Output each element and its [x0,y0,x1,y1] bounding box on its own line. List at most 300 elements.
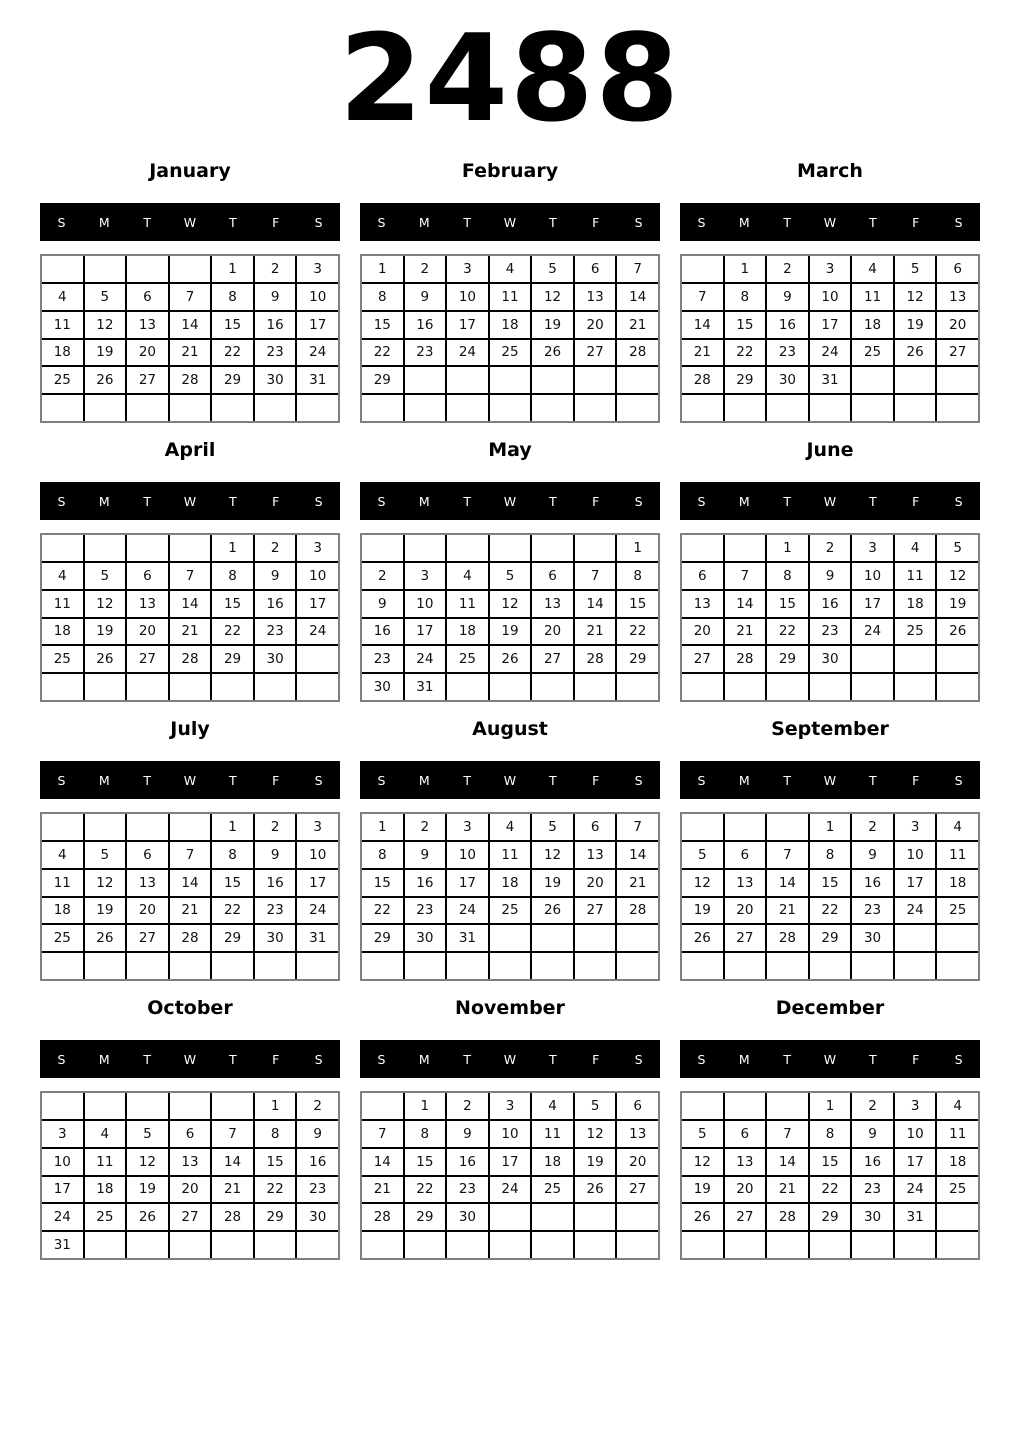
day-cell: 12 [895,284,936,310]
day-cell: 2 [255,256,296,282]
day-cell: 1 [767,535,808,561]
day-cell: 19 [85,898,126,924]
day-cell: 6 [725,842,766,868]
day-cell [767,953,808,979]
day-cell: 20 [532,619,573,645]
day-cell: 12 [127,1149,168,1175]
weekday-header-row [40,761,340,799]
day-cell: 26 [85,646,126,672]
day-cell: 24 [405,646,446,672]
day-cell [170,1093,211,1119]
day-cell: 7 [725,563,766,589]
day-cell: 27 [127,925,168,951]
day-cell: 7 [170,842,211,868]
day-cell: 7 [212,1121,253,1147]
day-cell [490,367,531,393]
day-cell: 22 [212,619,253,645]
day-cell [682,953,723,979]
month-block [40,997,340,1260]
day-cell: 25 [937,898,978,924]
day-cell: 12 [85,591,126,617]
day-cell [447,535,488,561]
weekday-label: M [98,493,110,509]
day-cell [767,674,808,700]
weekday-label: S [954,772,963,788]
day-cell [937,367,978,393]
month-name: September [771,718,889,740]
day-cell: 28 [725,646,766,672]
day-cell: 5 [895,256,936,282]
weekday-label: W [503,1051,517,1067]
day-cell [127,674,168,700]
day-cell [490,1232,531,1258]
day-cell [895,925,936,951]
day-cell: 16 [405,312,446,338]
day-cell: 10 [447,842,488,868]
day-cell: 10 [297,563,338,589]
day-cell: 27 [725,1204,766,1230]
day-cell: 27 [937,340,978,366]
day-cell [575,367,616,393]
day-cell: 18 [532,1149,573,1175]
day-cell: 25 [85,1204,126,1230]
day-cell [725,535,766,561]
day-cell: 28 [212,1204,253,1230]
day-cell [490,953,531,979]
day-cell: 29 [212,925,253,951]
day-cell: 2 [810,535,851,561]
day-cell: 30 [852,925,893,951]
day-cell: 19 [682,1177,723,1203]
day-cell: 8 [725,284,766,310]
weekday-label: T [229,214,237,230]
day-cell [447,953,488,979]
day-cell: 8 [362,842,403,868]
day-cell [937,1232,978,1258]
month-block [40,439,340,702]
day-cell [682,256,723,282]
weekday-label: F [912,493,920,509]
weekday-label: S [377,493,386,509]
day-cell: 21 [170,619,211,645]
day-cell: 10 [852,563,893,589]
month-name: June [806,439,854,461]
day-cell: 29 [725,367,766,393]
day-cell: 2 [362,563,403,589]
day-cell: 20 [127,340,168,366]
day-cell: 30 [362,674,403,700]
day-cell [852,367,893,393]
day-cell: 2 [852,1093,893,1119]
day-cell: 1 [362,814,403,840]
day-cell: 15 [405,1149,446,1175]
day-cell [682,1232,723,1258]
month-block [40,718,340,981]
day-cell [85,256,126,282]
day-cell: 18 [490,870,531,896]
month-date-grid [360,533,660,702]
day-cell: 17 [895,870,936,896]
day-cell [42,535,83,561]
weekday-header-row [40,1040,340,1078]
weekday-label: S [57,493,66,509]
day-cell: 26 [575,1177,616,1203]
day-cell: 22 [405,1177,446,1203]
day-cell: 5 [937,535,978,561]
day-cell: 31 [447,925,488,951]
day-cell [490,674,531,700]
day-cell: 29 [362,925,403,951]
day-cell: 5 [575,1093,616,1119]
day-cell [405,367,446,393]
day-cell [767,395,808,421]
day-cell [490,1204,531,1230]
day-cell: 12 [682,870,723,896]
day-cell [532,674,573,700]
weekday-label: S [314,1051,323,1067]
day-cell: 10 [895,842,936,868]
day-cell: 21 [170,340,211,366]
day-cell: 6 [127,563,168,589]
day-cell [85,953,126,979]
weekday-label: S [314,214,323,230]
day-cell: 14 [617,842,658,868]
day-cell: 3 [297,256,338,282]
day-cell: 9 [852,842,893,868]
day-cell: 24 [852,619,893,645]
day-cell [532,1232,573,1258]
day-cell: 5 [85,842,126,868]
day-cell [617,1204,658,1230]
weekday-header-row [680,761,980,799]
day-cell [895,953,936,979]
day-cell: 18 [42,619,83,645]
day-cell [532,367,573,393]
day-cell: 15 [212,591,253,617]
day-cell [810,395,851,421]
day-cell: 17 [447,870,488,896]
weekday-label: W [503,493,517,509]
month-date-grid [40,533,340,702]
day-cell: 4 [852,256,893,282]
day-cell: 29 [810,925,851,951]
weekday-label: F [912,772,920,788]
day-cell: 28 [362,1204,403,1230]
day-cell [937,395,978,421]
weekday-label: W [503,214,517,230]
day-cell: 13 [575,842,616,868]
day-cell [362,535,403,561]
day-cell: 5 [490,563,531,589]
year-title: 2488 [339,10,681,149]
day-cell: 14 [170,591,211,617]
day-cell [852,953,893,979]
weekday-label: W [183,214,197,230]
day-cell: 9 [767,284,808,310]
day-cell: 9 [810,563,851,589]
day-cell [127,953,168,979]
day-cell: 15 [810,1149,851,1175]
day-cell: 16 [255,312,296,338]
day-cell: 30 [767,367,808,393]
weekday-label: S [57,772,66,788]
weekday-label: W [503,772,517,788]
day-cell: 15 [212,870,253,896]
day-cell [575,1232,616,1258]
day-cell: 16 [447,1149,488,1175]
day-cell: 14 [767,1149,808,1175]
day-cell: 13 [127,870,168,896]
day-cell: 15 [362,870,403,896]
day-cell: 6 [127,284,168,310]
day-cell: 8 [212,284,253,310]
weekday-label: T [229,1051,237,1067]
day-cell: 4 [85,1121,126,1147]
day-cell: 21 [767,1177,808,1203]
weekday-label: F [272,772,280,788]
day-cell: 9 [405,284,446,310]
day-cell: 24 [895,898,936,924]
day-cell: 13 [617,1121,658,1147]
day-cell: 27 [575,340,616,366]
day-cell [212,1093,253,1119]
day-cell [575,395,616,421]
month-date-grid [40,1091,340,1260]
day-cell: 3 [297,535,338,561]
weekday-label: T [463,1051,471,1067]
day-cell: 28 [682,367,723,393]
weekday-label: T [783,493,791,509]
day-cell: 9 [447,1121,488,1147]
weekday-label: T [143,493,151,509]
day-cell [362,395,403,421]
day-cell [575,1204,616,1230]
day-cell [532,395,573,421]
day-cell [532,535,573,561]
day-cell: 7 [617,256,658,282]
day-cell [725,814,766,840]
month-name: November [455,997,565,1019]
day-cell: 16 [767,312,808,338]
day-cell [42,256,83,282]
day-cell: 17 [297,870,338,896]
day-cell: 22 [362,898,403,924]
day-cell [362,953,403,979]
weekday-header-row [40,203,340,241]
day-cell: 4 [937,1093,978,1119]
day-cell: 20 [575,870,616,896]
month-date-grid [680,812,980,981]
day-cell: 5 [532,814,573,840]
weekday-header-row [40,482,340,520]
day-cell [937,925,978,951]
weekday-label: S [634,214,643,230]
day-cell: 20 [617,1149,658,1175]
day-cell: 17 [297,312,338,338]
day-cell: 2 [767,256,808,282]
day-cell: 30 [255,646,296,672]
day-cell: 26 [490,646,531,672]
day-cell: 15 [767,591,808,617]
day-cell: 28 [170,367,211,393]
weekday-label: S [697,772,706,788]
day-cell: 14 [170,312,211,338]
day-cell [447,1232,488,1258]
day-cell [212,674,253,700]
day-cell: 27 [532,646,573,672]
day-cell: 23 [405,898,446,924]
day-cell: 23 [255,340,296,366]
weekday-label: W [823,772,837,788]
day-cell [297,395,338,421]
day-cell: 13 [170,1149,211,1175]
day-cell: 6 [682,563,723,589]
day-cell: 15 [255,1149,296,1175]
day-cell: 18 [852,312,893,338]
weekday-label: T [463,493,471,509]
day-cell: 14 [362,1149,403,1175]
day-cell: 4 [42,284,83,310]
weekday-label: M [418,772,430,788]
day-cell: 7 [575,563,616,589]
day-cell: 14 [682,312,723,338]
day-cell: 4 [490,256,531,282]
day-cell: 29 [255,1204,296,1230]
month-date-grid [40,812,340,981]
day-cell: 20 [170,1177,211,1203]
weekday-label: W [823,214,837,230]
day-cell: 9 [255,284,296,310]
day-cell: 18 [42,898,83,924]
day-cell: 29 [212,646,253,672]
weekday-label: T [783,214,791,230]
day-cell: 19 [532,870,573,896]
day-cell: 28 [170,925,211,951]
day-cell: 14 [170,870,211,896]
month-block [360,439,660,702]
day-cell: 7 [617,814,658,840]
day-cell: 10 [297,842,338,868]
day-cell: 17 [490,1149,531,1175]
day-cell: 23 [255,619,296,645]
day-cell: 9 [405,842,446,868]
day-cell [852,646,893,672]
day-cell: 18 [85,1177,126,1203]
day-cell [127,1093,168,1119]
month-date-grid [680,254,980,423]
day-cell: 26 [682,1204,723,1230]
day-cell [405,535,446,561]
day-cell [532,1204,573,1230]
weekday-label: T [143,214,151,230]
day-cell: 11 [490,842,531,868]
day-cell: 24 [895,1177,936,1203]
day-cell: 5 [85,563,126,589]
weekday-label: S [377,772,386,788]
month-block [680,718,980,981]
weekday-header-row [360,203,660,241]
day-cell: 28 [767,925,808,951]
weekday-label: T [549,772,557,788]
weekday-label: W [823,493,837,509]
weekday-header-row [360,1040,660,1078]
day-cell: 29 [362,367,403,393]
day-cell: 12 [85,870,126,896]
day-cell: 4 [42,842,83,868]
day-cell: 24 [297,898,338,924]
day-cell [725,674,766,700]
day-cell: 13 [725,1149,766,1175]
day-cell: 6 [937,256,978,282]
day-cell: 1 [212,814,253,840]
day-cell [617,925,658,951]
day-cell: 26 [937,619,978,645]
weekday-label: S [954,1051,963,1067]
day-cell: 20 [725,898,766,924]
day-cell: 20 [682,619,723,645]
day-cell [810,1232,851,1258]
day-cell: 3 [895,814,936,840]
day-cell: 10 [447,284,488,310]
day-cell: 18 [42,340,83,366]
day-cell: 10 [810,284,851,310]
day-cell: 16 [362,619,403,645]
day-cell [170,395,211,421]
day-cell: 17 [405,619,446,645]
day-cell: 4 [937,814,978,840]
day-cell: 5 [682,1121,723,1147]
day-cell [852,395,893,421]
day-cell [575,925,616,951]
weekday-label: F [272,493,280,509]
day-cell: 11 [447,591,488,617]
weekday-label: S [697,493,706,509]
weekday-label: M [738,493,750,509]
day-cell [255,395,296,421]
day-cell: 17 [852,591,893,617]
day-cell: 23 [810,619,851,645]
day-cell [127,535,168,561]
day-cell: 13 [127,591,168,617]
day-cell [575,674,616,700]
day-cell [895,395,936,421]
day-cell: 23 [852,1177,893,1203]
day-cell: 21 [170,898,211,924]
month-block [360,997,660,1260]
day-cell: 5 [127,1121,168,1147]
day-cell: 4 [447,563,488,589]
day-cell: 21 [362,1177,403,1203]
day-cell [617,395,658,421]
day-cell [937,953,978,979]
day-cell [362,1093,403,1119]
weekday-label: T [143,772,151,788]
day-cell: 19 [127,1177,168,1203]
day-cell [405,1232,446,1258]
day-cell [297,953,338,979]
day-cell [682,674,723,700]
day-cell [490,395,531,421]
day-cell [405,395,446,421]
month-date-grid [360,812,660,981]
day-cell [127,1232,168,1258]
day-cell [617,367,658,393]
day-cell: 25 [447,646,488,672]
day-cell [682,395,723,421]
day-cell: 2 [297,1093,338,1119]
day-cell [895,367,936,393]
day-cell [852,674,893,700]
